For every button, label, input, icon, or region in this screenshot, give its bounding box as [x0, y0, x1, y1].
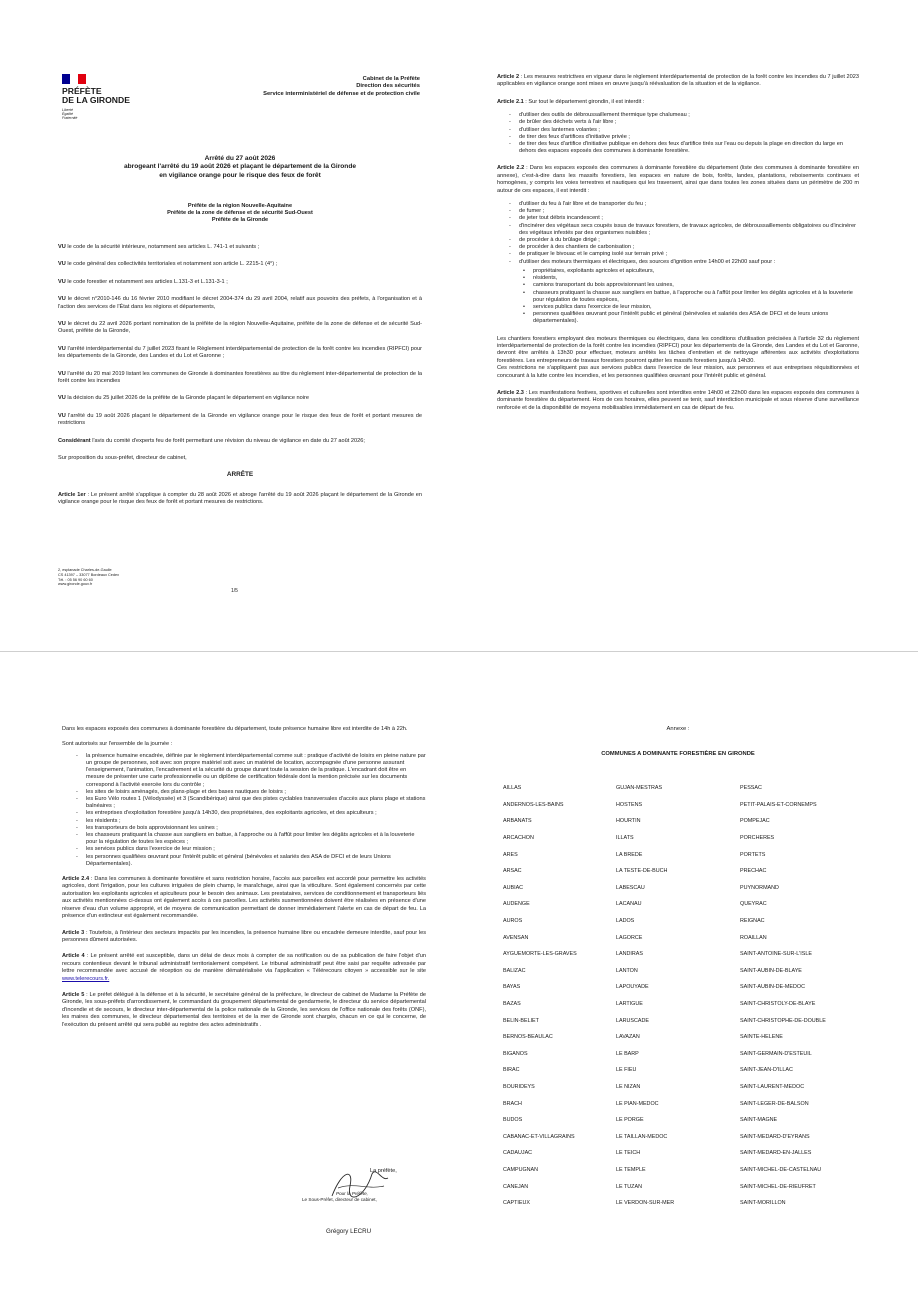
table-row — [503, 1029, 863, 1046]
proposal: Sur proposition du sous-préfet, directeur de cabinet, — [58, 455, 187, 462]
table-row — [503, 963, 863, 980]
communes-table — [503, 780, 863, 1211]
commune-cell: BOURIDEYS — [503, 1083, 535, 1090]
list-2-2-exceptions — [497, 268, 859, 326]
list-item: - les résidents ; — [74, 818, 426, 825]
table-row — [503, 913, 863, 930]
table-row — [503, 979, 863, 996]
visa-9 — [58, 413, 422, 428]
list-item: - de tirer des feux d'artifice d'initiative publique en dehors des feux d'artifice tirés sur l'eau ou depuis la plage en direction du large en dehors des espaces exposés des communes à dominante forestière. — [507, 141, 859, 155]
list-item: - les Euro Vélo routes 1 (Vélodyssée) et 3 (Scandibérique) ainsi que des pistes cyclables transversales d'accès aux plans plage et stations balnéaires ; — [74, 796, 426, 810]
article-1-lead: Article 1er — [58, 491, 86, 498]
commune-cell: BIRAC — [503, 1067, 520, 1074]
table-row — [503, 1012, 863, 1029]
commune-cell: ARES — [503, 851, 518, 858]
list-item: - de procéder à du brûlage dirigé ; — [507, 237, 859, 244]
article-1-text: : Le présent arrêté s'applique à compter du 28 août 2026 et abroge l'arrêté du 19 août 2026 plaçant le département de la Gironde en vigilance orange pour le risque des feux de forêt et portant mesures de restrictions. — [58, 491, 422, 506]
commune-cell: BRACH — [503, 1100, 522, 1107]
list-item: - les entreprises d'exploitation forestière jusqu'à 14h30, des propriétaires, des exploitants agricoles, et des apiculteurs ; — [74, 810, 426, 817]
commune-cell: LE TAILLAN-MEDOC — [616, 1133, 668, 1140]
article-5-lead: Article 5 — [62, 991, 85, 998]
logo-line-1: PRÉFÈTE — [62, 86, 102, 96]
marianne-flag-icon — [62, 74, 86, 84]
authority-line-1: Préfète de la région Nouvelle-Aquitaine — [187, 203, 293, 209]
article-3-text: : Toutefois, à l'intérieur des secteurs impactés par les incendies, la présence humaine libre ou encadrée demeure interdite, sauf pour les personnes dûment autorisées. — [62, 929, 426, 943]
list-item: - de brûler des déchets verts à l'air libre ; — [507, 119, 859, 126]
signature-block — [290, 1164, 420, 1244]
motto-fraternite: Fraternité — [62, 116, 78, 121]
list-item: - les sites de loisirs aménagés, des plans-plage et des bases nautiques de loisirs ; — [74, 789, 426, 796]
article-2-lead: Article 2 — [497, 74, 520, 80]
telerecours-link[interactable]: www.telerecours.fr. — [62, 975, 110, 982]
commune-cell: SAINT-LAURENT-MEDOC — [740, 1083, 805, 1090]
commune-cell: LE TEMPLE — [616, 1166, 646, 1173]
visa-1 — [58, 244, 422, 251]
commune-cell: REIGNAC — [740, 918, 765, 925]
chantiers-paragraph: Les chantiers forestiers employant des moteurs thermiques ou électriques, dans les conditions d'utilisation précisées à l'article 32 du règlement interdépartemental de protection de la forêt contre les incendies (RIPFCI) pour les départements de la Gironde, des Landes et du Lot et Garonne, devront être arrêtés à 13h30 pour effectuer, moteurs arrêtés les tâches d'entretien et de nettoyage afférentes aux activités d'exploitations forestières. Les entrepreneurs de travaux forestiers pourront quitter les massifs forestiers jusqu'à 14h30. — [497, 335, 859, 364]
visa-text: le décret n°2010-146 du 16 février 2010 modifiant le décret 2004-374 du 29 avril 2004, relatif aux pouvoirs des préfets, à l'organisation et à l'action des services de l'État dans les régions et départements, — [58, 296, 422, 310]
commune-cell: SAINT-MORILLON — [740, 1200, 786, 1207]
list-item: - d'utiliser des lanternes volantes ; — [507, 127, 859, 134]
list-item: - d'utiliser des moteurs thermiques et électriques, des sources d'ignition entre 14h00 et 22h00 sauf pour : — [507, 259, 859, 266]
list-item: - la présence humaine encadrée, définie par le règlement interdépartemental comme suit : pratique d'activité de loisirs en pleine nature par un groupe de personnes, soit avec son propre matériel soit avec un matériel de location, accompagnée d'une personne assurant l'enseignement, l'animation, l'encadrement et la sécurité du groupe durant toute la session de la pratique. L'encadrant doit être en mesure de présenter une carte professionnelle ou un diplôme de certification fédérale dont la mention précisée sur les documents correspond à l'activité exercée lors du contrôle ; — [74, 753, 426, 789]
table-row — [503, 1062, 863, 1079]
commune-cell: LACANAU — [616, 901, 642, 908]
article-2-3-lead: Article 2.3 — [497, 389, 524, 396]
signature-prefete: La préfète, — [370, 1168, 397, 1174]
commune-cell: SAINTE-HELENE — [740, 1034, 783, 1041]
signatory-name: Grégory LECRU — [326, 1228, 372, 1235]
page-number: 1/5 — [231, 588, 238, 594]
commune-cell: AUDENGE — [503, 901, 530, 908]
commune-cell: ROAILLAN — [740, 934, 767, 941]
article-5-text: : Le préfet délégué à la défense et à la sécurité, le secrétaire général de la préfecture, le directeur de cabinet de Madame la Préfète de Gironde, les sous-préfets d'arrondissement, le commandant du groupement départemental de gendarmerie, le directeur du service départemental d'incendie et de secours, le directeur inter-départemental de la police nationale de la Gironde, les services de l'office nationale des forêts (ONF), les maires des communes, le directeur départemental des territoires et de la mer de Gironde sont chargés, chacun en ce qui le concerne, de l'exécution du présent arrêté qui sera publié au registre des actes administratifs . — [62, 991, 426, 1028]
considerant — [58, 438, 422, 445]
considerant-lead: Considérant — [58, 437, 91, 444]
commune-cell: BUDOS — [503, 1117, 523, 1124]
visa-lead: VU — [58, 278, 66, 285]
annexe-heading: COMMUNES A DOMINANTE FORESTIÈRE EN GIRONDE — [601, 751, 755, 757]
motto-egalite: Égalité — [62, 112, 73, 117]
commune-cell: POMPEJAC — [740, 818, 770, 825]
commune-cell: LADOS — [616, 918, 635, 925]
commune-cell: ANDERNOS-LES-BAINS — [503, 801, 564, 808]
commune-cell: LANDIRAS — [616, 951, 643, 958]
article-2-4 — [62, 876, 426, 920]
title-line-2: abrogeant l'arrêté du 19 août 2026 et plaçant le département de la Gironde — [123, 163, 357, 171]
communes-grid — [503, 780, 863, 1211]
visa-text: le code de la sécurité intérieure, notamment ses articles L. 741-1 et suivants ; — [65, 244, 260, 250]
commune-cell: LAGORCE — [616, 934, 643, 941]
commune-cell: BALIZAC — [503, 967, 526, 974]
visa-lead: VU — [58, 412, 66, 419]
article-2-1-lead: Article 2.1 — [497, 98, 524, 105]
commune-cell: LE VERDON-SUR-MER — [616, 1200, 675, 1207]
commune-cell: PETIT-PALAIS-ET-CORNEMPS — [740, 801, 817, 808]
visa-lead: VU — [58, 395, 66, 402]
article-2-1-text: : Sur tout le département girondin, il est interdit : — [523, 98, 645, 105]
article-4-text: : Le présent arrêté est susceptible, dans un délai de deux mois à compter de sa notification ou de sa publication de faire l'objet d'un recours contentieux devant le tribunal administratif territorialement compétent. Le tribunal administratif peut être saisi par requête adressée par lettre recommandée avec accusé de réception ou de manière dématérialisée via l'application « Télérecours citoyen » accessible sur le site — [62, 953, 426, 975]
commune-cell: LE NIZAN — [616, 1083, 641, 1090]
article-2-2-lead: Article 2.2 — [497, 165, 525, 172]
arrete-heading: ARRÊTE — [226, 470, 254, 478]
commune-cell: BAYAS — [503, 984, 521, 991]
title-line-1: Arrêté du 27 août 2026 — [204, 155, 276, 162]
visa-lead: VU — [58, 244, 66, 250]
commune-cell: LE BARP — [616, 1050, 639, 1057]
list-item: • services publics dans l'exercice de leur mission, — [511, 304, 859, 311]
commune-cell: PUYNORMAND — [740, 884, 779, 891]
article-4 — [62, 953, 426, 983]
article-4-lead: Article 4 — [62, 953, 85, 960]
prefecture-logo — [62, 74, 152, 134]
commune-cell: CAMPUGNAN — [503, 1166, 539, 1173]
signature-pour: Pour la Préfète, — [336, 1191, 368, 1196]
authority-block — [62, 203, 418, 224]
commune-cell: PRECHAC — [740, 868, 767, 875]
commune-cell: LE PIAN-MEDOC — [616, 1100, 659, 1107]
visa-text: le code général des collectivités territoriales et notamment son article L. 2215-1 (4°) ; — [65, 261, 278, 268]
visa-6 — [58, 346, 422, 361]
visa-4 — [58, 296, 422, 311]
commune-cell: SAINT-AUBIN-DE-BLAYE — [740, 967, 802, 974]
commune-cell: ARSAC — [503, 868, 522, 875]
commune-cell: LARUSCADE — [616, 1017, 649, 1024]
annexe-label: Annexe : — [666, 726, 690, 732]
table-row — [503, 996, 863, 1013]
list-2-2 — [497, 201, 859, 266]
header-line-1: Cabinet de la Préfète — [362, 76, 420, 82]
page-3 — [62, 726, 426, 1035]
commune-cell: CADAUJAC — [503, 1150, 533, 1157]
commune-cell: HOSTENS — [616, 801, 643, 808]
commune-cell: PESSAC — [740, 785, 762, 792]
commune-cell: BIGANOS — [503, 1050, 528, 1057]
commune-cell: LABESCAU — [616, 884, 645, 891]
article-2 — [497, 74, 859, 89]
commune-cell: QUEYRAC — [740, 901, 767, 908]
restrictions-paragraph: Ces restrictions ne s'appliquent pas aux services publics dans l'exercice de leur mission, aux personnes et aux entreprises réquisitionnées et concourant à la lutte contre les incendies, et les personnes qualifiées œuvrant pour l'intérêt public et général. — [497, 365, 859, 379]
list-item: - de procéder à des chantiers de carbonisation ; — [507, 244, 859, 251]
logo-motto — [62, 108, 77, 121]
visa-7 — [58, 371, 422, 386]
list-item: - de tirer des feux d'artifices d'initiative privée ; — [507, 134, 859, 141]
commune-cell: LA TESTE-DE-BUCH — [616, 868, 668, 875]
commune-cell: SAINT-MEDARD-EN-JALLES — [740, 1150, 812, 1157]
page-4 — [497, 726, 859, 757]
commune-cell: SAINT-LEGER-DE-BALSON — [740, 1100, 809, 1107]
visa-text: le décret du 22 avril 2026 portant nomination de la préfète de la région Nouvelle-Aquitaine, préfète de la zone de défense et de sécurité Sud-Ouest, préfète de la Gironde, — [58, 321, 422, 335]
visa-lead: VU — [58, 345, 66, 352]
table-row — [503, 1112, 863, 1129]
commune-cell: ARCACHON — [503, 835, 534, 842]
commune-cell: LE TUZAN — [616, 1183, 642, 1190]
list-item: - d'utiliser du feu à l'air libre et de transporter du feu ; — [507, 201, 859, 208]
visa-8 — [58, 395, 422, 402]
motto-liberte: Liberté — [62, 108, 73, 112]
table-row — [503, 1145, 863, 1162]
commune-cell: LAVAZAN — [616, 1034, 640, 1041]
list-item: - les transporteurs de bois approvisionnant les usines ; — [74, 825, 426, 832]
visa-3 — [58, 279, 422, 286]
visa-lead: VU — [58, 321, 66, 328]
address-website: www.gironde.gouv.fr — [58, 582, 93, 587]
article-2-3-text: : Les manifestations festives, sportives et culturelles sont interdites entre 14h00 et 22h00 dans les espaces exposés des communes à dominante forestière du département. Hors de ces horaires, elles peuvent se tenir, sauf interdiction municipale et sous réserve d'une surveillance renforcée et de la disponibilité de moyens mobilisables immédiatement en cas de départ de feu. — [497, 389, 860, 411]
address-line-2: CS 41397 – 33077 Bordeaux Cedex — [58, 572, 120, 577]
table-row — [503, 1128, 863, 1145]
article-1 — [58, 492, 422, 507]
table-row — [503, 1178, 863, 1195]
page-2 — [497, 74, 859, 418]
commune-cell: AVENSAN — [503, 934, 529, 941]
commune-cell: PORCHERES — [740, 835, 775, 842]
visa-5 — [58, 321, 422, 336]
logo-line-2: DE LA GIRONDE — [62, 95, 130, 105]
table-row — [503, 846, 863, 863]
visa-lead: VU — [58, 370, 66, 377]
visa-lead: VU — [58, 296, 66, 303]
visa-2 — [58, 261, 422, 268]
commune-cell: AUROS — [503, 918, 523, 925]
commune-cell: SAINT-MICHEL-DE-RIEUFRET — [740, 1183, 816, 1190]
document-title — [62, 155, 418, 180]
address-block — [58, 568, 119, 587]
table-row — [503, 880, 863, 897]
list-item: - de fumer ; — [507, 208, 859, 215]
commune-cell: AUBIAC — [503, 884, 524, 891]
list-item: • résidents, — [511, 275, 859, 282]
commune-cell: SAINT-MEDARD-D'EYRANS — [740, 1133, 810, 1140]
commune-cell: ARBANATS — [503, 818, 532, 825]
commune-cell: BAZAS — [503, 1001, 521, 1008]
article-2-text: : Les mesures restrictives en vigueur dans le règlement interdépartemental de protection de la forêt contre les incendies du 7 juillet 2023 applicables en vigilance orange sont mises en œuvre jusqu'à réévaluation de la situation et de la vigilance. — [497, 74, 860, 88]
article-2-4-text: : Dans les communes à dominante forestière et sans restriction horaire, l'accès aux parcelles est accordé pour permettre les activités agricoles, dont l'irrigation, pour les cultures irriguées de plein champ, le maraîchage, ainsi que la viticulture. Sont également concernés par cette autorisation les exploitants agricoles et apiculteurs pour le besoin des animaux. Les prestataires, services de conditionnement et transporteurs liés aux activités mentionnées ci-dessus ont également accès à ces parcelles. Les activités susmentionnées doivent être réalisées en présence d'une réserve d'eau d'un volume approprié, et de moyens de communication permettant de donner immédiatement l'alerte en cas de départ de feu. La présence d'un extincteur est également recommandée. — [62, 876, 426, 920]
article-2-4-lead: Article 2.4 — [62, 876, 90, 883]
commune-cell: LE PORGE — [616, 1117, 644, 1124]
commune-cell: PORTETS — [740, 851, 766, 858]
commune-cell: SAINT-JEAN-D'ILLAC — [740, 1067, 793, 1074]
list-item: - d'incinérer des végétaux secs coupés issus de travaux forestiers, de travaux agricoles, de débroussaillements obligatoires ou d'incinérer des végétaux infestés par des organismes nuisibles ; — [507, 223, 859, 237]
commune-cell: LE TEICH — [616, 1150, 641, 1157]
commune-cell: SAINT-CHRISTOLY-DE-BLAYE — [740, 1001, 816, 1008]
table-row — [503, 1079, 863, 1096]
page-1 — [0, 0, 459, 640]
table-row — [503, 946, 863, 963]
visa-text: l'arrêté interdépartemental du 7 juillet 2023 fixant le Règlement interdépartemental de protection de la forêt contre les incendies (RIPFCI) pour les départements de la Gironde, des Landes et du Lot et Garonne ; — [58, 345, 422, 360]
visa-lead: VU — [58, 261, 66, 268]
commune-cell: ILLATS — [616, 835, 634, 842]
table-row — [503, 1162, 863, 1179]
considerant-text: l'avis du comité d'experts feu de forêt permettant une révision du niveau de vigilance en date du 27 août 2026; — [90, 437, 365, 444]
table-row — [503, 813, 863, 830]
header-line-3: Service interministériel de défense et de protection civile — [263, 90, 420, 97]
commune-cell: LE FIEU — [616, 1067, 637, 1074]
visa-text: l'arrêté du 20 mai 2019 listant les communes de Gironde à dominantes forestières au titre du règlement inter-départemental de protection de la forêt contre les incendies — [58, 370, 422, 385]
page-separator — [0, 651, 918, 652]
header-line-2: Direction des sécurités — [356, 83, 420, 90]
authorized-heading: Sont autorisés sur l'ensemble de la journée : — [62, 741, 173, 748]
table-row — [503, 1095, 863, 1112]
list-item: - les personnes qualifiées œuvrant pour l'intérêt public et général (bénévoles et salariés des ASA de DFCI et de leurs Unions Départementales). — [74, 854, 426, 868]
commune-cell: CANEJAN — [503, 1183, 529, 1190]
commune-cell: GUJAN-MESTRAS — [616, 785, 663, 792]
table-row — [503, 863, 863, 880]
address-line-3: Tél. : 05 56 90 60 60 — [58, 577, 93, 582]
list-2-1 — [497, 112, 859, 155]
address-line-1: 2, esplanade Charles-de-Gaulle — [58, 568, 112, 572]
list-item: - d'utiliser des outils de débroussaillement thermique type chalumeau ; — [507, 112, 859, 119]
commune-cell: AYGUEMORTE-LES-GRAVES — [503, 951, 577, 958]
list-item: - de pratiquer le bivouac et le camping isolé sur terrain privé ; — [507, 251, 859, 258]
list-item: - de jeter tout débris incandescent ; — [507, 215, 859, 222]
authority-line-3: Préfète de la Gironde — [211, 217, 269, 223]
commune-cell: LANTON — [616, 967, 638, 974]
commune-cell: AILLAS — [503, 785, 522, 792]
article-2-2 — [497, 165, 859, 195]
list-item: - les chasseurs pratiquant la chasse aux sangliers en battue, à l'approche ou à l'affût pour limiter les dégâts agricoles et à la louveterie pour la régulation de toutes les espèces ; — [74, 832, 426, 846]
list-item: • camions transportant du bois approvisionnant les usines, — [511, 282, 859, 289]
commune-cell: SAINT-MICHEL-DE-CASTELNAU — [740, 1166, 822, 1173]
authorized-list — [62, 753, 426, 868]
article-5 — [62, 992, 426, 1029]
list-item: • propriétaires, exploitants agricoles et apiculteurs, — [511, 268, 859, 275]
article-2-3 — [497, 390, 859, 412]
title-line-3: en vigilance orange pour le risque des feux de forêt — [159, 171, 321, 179]
commune-cell: CAPTIEUX — [503, 1200, 530, 1207]
visa-text: la décision du 25 juillet 2026 de la préfète de la Gironde plaçant le département en vigilance noire — [65, 395, 309, 402]
commune-cell: LAPOUYADE — [616, 984, 649, 991]
commune-cell: HOURTIN — [616, 818, 641, 825]
commune-cell: SAINT-CHRISTOPHE-DE-DOUBLE — [740, 1017, 826, 1024]
header-cabinet — [210, 76, 420, 98]
commune-cell: CABANAC-ET-VILLAGRAINS — [503, 1133, 575, 1140]
signature-role: Le Sous-Préfet, directeur de cabinet, — [302, 1197, 377, 1202]
intro-paragraph: Dans les espaces exposés des communes à dominante forestière du département, toute présence humaine libre est interdite de 14h à 22h. — [62, 726, 408, 732]
table-row — [503, 896, 863, 913]
commune-cell: LA BREDE — [616, 851, 643, 858]
list-item: • chasseurs pratiquant la chasse aux sangliers en battue, à l'approche ou à l'affût pour limiter les dégâts agricoles et à la louveterie pour régulation de toutes espèces, — [511, 290, 859, 304]
commune-cell: BELIN-BELIET — [503, 1017, 539, 1024]
commune-cell: LARTIGUE — [616, 1001, 643, 1008]
article-2-1 — [497, 99, 859, 106]
authority-line-2: Préfète de la zone de défense et de sécurité Sud-Ouest — [167, 210, 313, 216]
list-item: • personnes qualifiées œuvrant pour l'intérêt public et général (bénévoles et salariés des ASA de DFCI et de leurs unions départementales). — [511, 311, 859, 325]
table-row — [503, 830, 863, 847]
commune-cell: BERNOS-BEAULAC — [503, 1034, 553, 1041]
visas-block — [58, 244, 422, 513]
article-2-2-text: : Dans les espaces exposés des communes à dominante forestière du département (liste des communes à dominante forestière en annexe), c'est-à-dire dans les massifs forestiers, les espaces en nature de bois, forêts, landes, plantations, reboisements continues et homogènes, y compris les voies terrestres et nautiques qui les traversent, ainsi que dans toutes les zones situées dans un périmètre de 200 m autour de ces espaces, il est interdit : — [497, 165, 859, 194]
commune-cell: SAINT-MAGNE — [740, 1117, 778, 1124]
list-item: - les services publics dans l'exercice de leur mission ; — [74, 846, 426, 853]
table-row — [503, 780, 863, 797]
article-3 — [62, 930, 426, 945]
table-row — [503, 1046, 863, 1063]
commune-cell: SAINT-AUBIN-DE-MEDOC — [740, 984, 805, 991]
visa-text: l'arrêté du 19 août 2026 plaçant le département de la Gironde en vigilance orange pour le risque des feux de forêt et portant mesures de restrictions — [58, 412, 422, 427]
visa-text: le code forestier et notamment ses articles L.131-3 et L.131-3-1 ; — [65, 278, 228, 285]
commune-cell: SAINT-ANTOINE-SUR-L'ISLE — [740, 951, 812, 958]
table-row — [503, 797, 863, 814]
commune-cell: SAINT-GERMAIN-D'ESTEUIL — [740, 1050, 812, 1057]
table-row — [503, 1195, 863, 1212]
table-row — [503, 929, 863, 946]
article-3-lead: Article 3 — [62, 929, 85, 936]
